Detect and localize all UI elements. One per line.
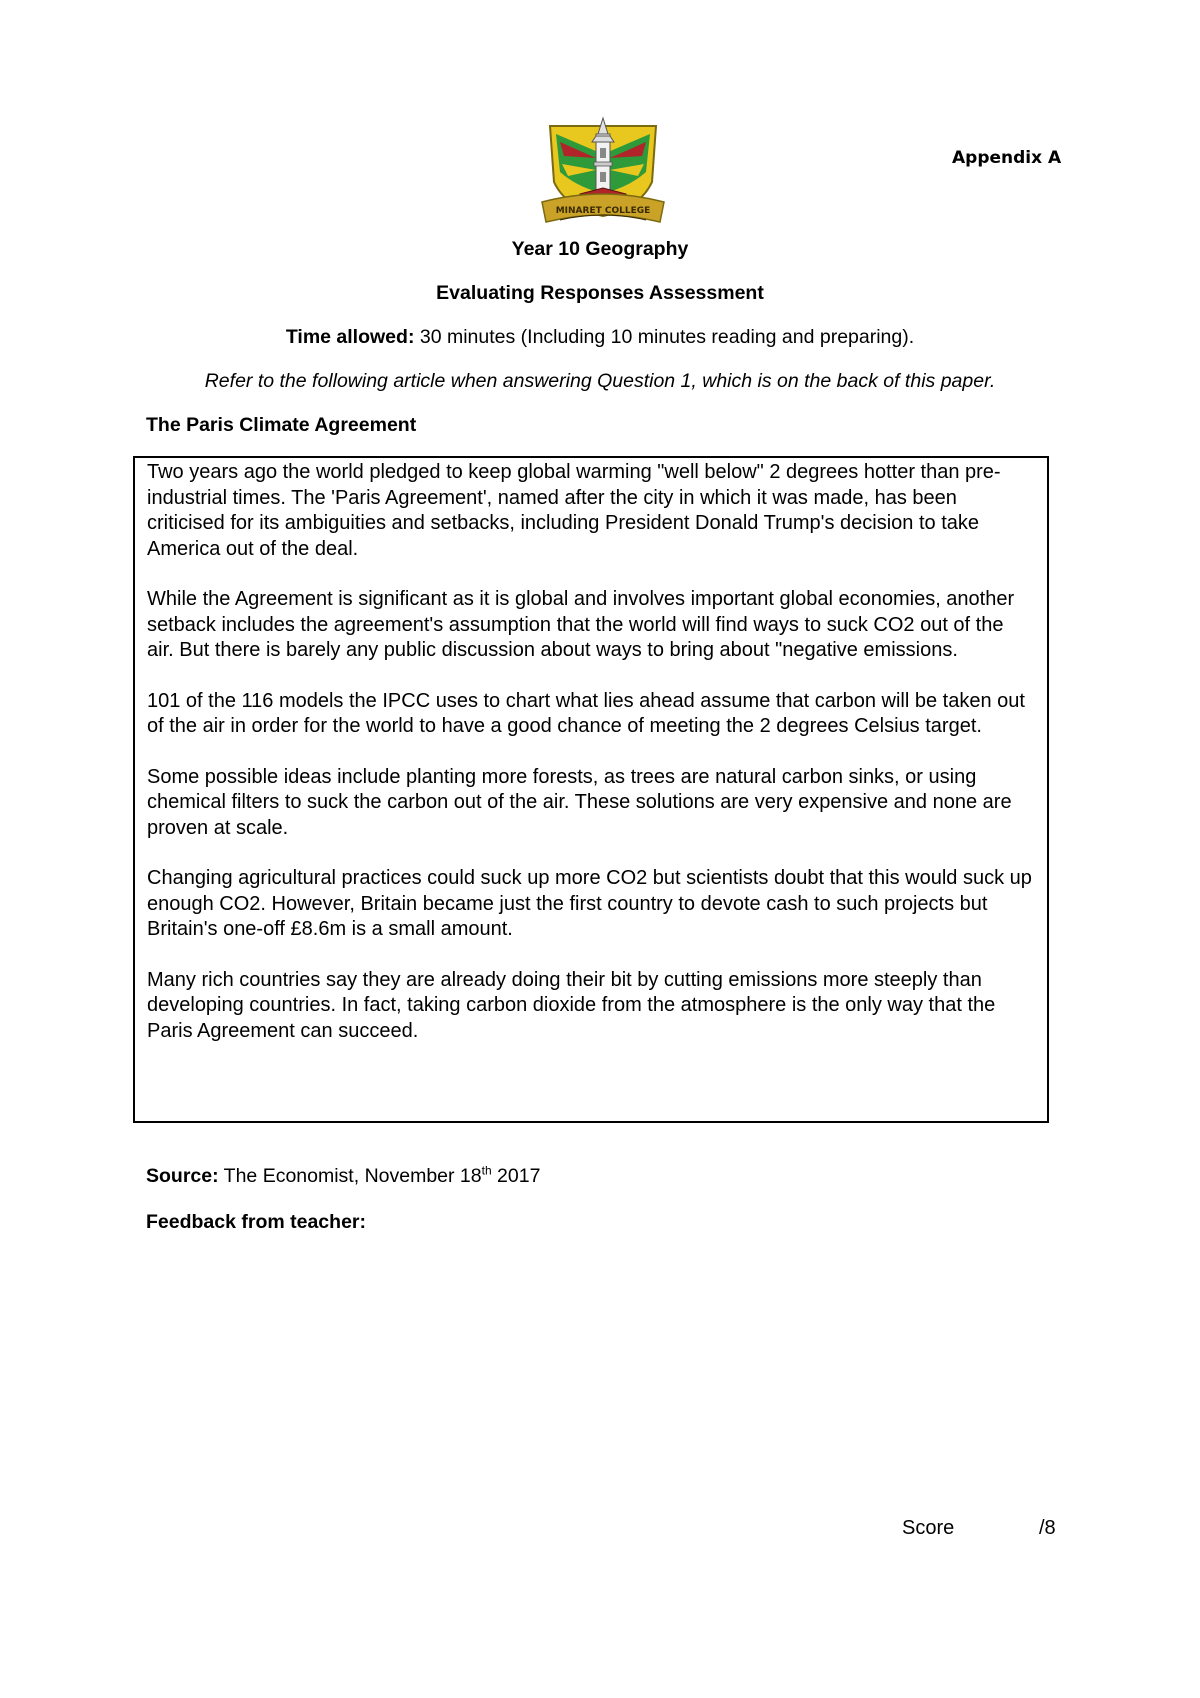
college-crest-logo xyxy=(540,112,666,232)
instruction-text: Refer to the following article when answering Question 1, which is on the back of this paper. xyxy=(204,370,996,392)
appendix-label: Appendix A xyxy=(952,148,1062,168)
svg-text:MINARET COLLEGE: MINARET COLLEGE xyxy=(555,206,651,216)
page-title: Year 10 Geography xyxy=(511,238,689,260)
article-heading: The Paris Climate Agreement xyxy=(146,414,417,436)
time-allowed-label: Time allowed: xyxy=(285,326,415,348)
source-label: Source: xyxy=(146,1165,219,1187)
assessment-subtitle: Evaluating Responses Assessment xyxy=(436,282,764,304)
source-text: The Economist, November 18 xyxy=(218,1165,482,1187)
feedback-label: Feedback from teacher: xyxy=(146,1211,366,1233)
score-label: Score xyxy=(902,1517,955,1539)
article-paragraph: Two years ago the world pledged to keep global warming "well below" 2 degrees hotter than pre-industrial times. The 'Paris Agreement', named after the city in which it was made, has been criticised for its ambiguities and setbacks, including President Donald Trump's decision to take America out of the deal. xyxy=(147,461,1001,560)
article-paragraph: Some possible ideas include planting more forests, as trees are natural carbon sinks, or using chemical filters to suck the carbon out of the air. These solutions are very expensive and none are proven at scale. xyxy=(147,765,1012,839)
source-superscript: th xyxy=(481,1163,492,1178)
time-allowed-value: 30 minutes (Including 10 minutes reading and preparing). xyxy=(414,326,915,348)
source-year: 2017 xyxy=(491,1165,541,1187)
article-box xyxy=(133,456,1049,1123)
article-paragraph: While the Agreement is significant as it is global and involves important global economies, another setback includes the agreement's assumption that the world will find ways to suck CO2 out of the air. But there is barely any public discussion about ways to bring about "negative emissions. xyxy=(147,588,1015,661)
article-paragraph: Many rich countries say they are already doing their bit by cutting emissions more steeply than developing countries. In fact, taking carbon dioxide from the atmosphere is the only way that the Paris Agreement can succeed. xyxy=(147,968,996,1042)
article-paragraph: 101 of the 116 models the IPCC uses to chart what lies ahead assume that carbon will be taken out of the air in order for the world to have a good chance of meeting the 2 degrees Celsius target. xyxy=(147,689,1025,737)
score-max: /8 xyxy=(1039,1517,1056,1539)
time-allowed xyxy=(0,326,1200,349)
article-paragraph: Changing agricultural practices could suck up more CO2 but scientists doubt that this would suck up enough CO2. However, Britain became just the first country to devote cash to such projects but Britain's one-off £8.6m is a small amount. xyxy=(147,867,1032,940)
source-citation xyxy=(146,1165,540,1188)
